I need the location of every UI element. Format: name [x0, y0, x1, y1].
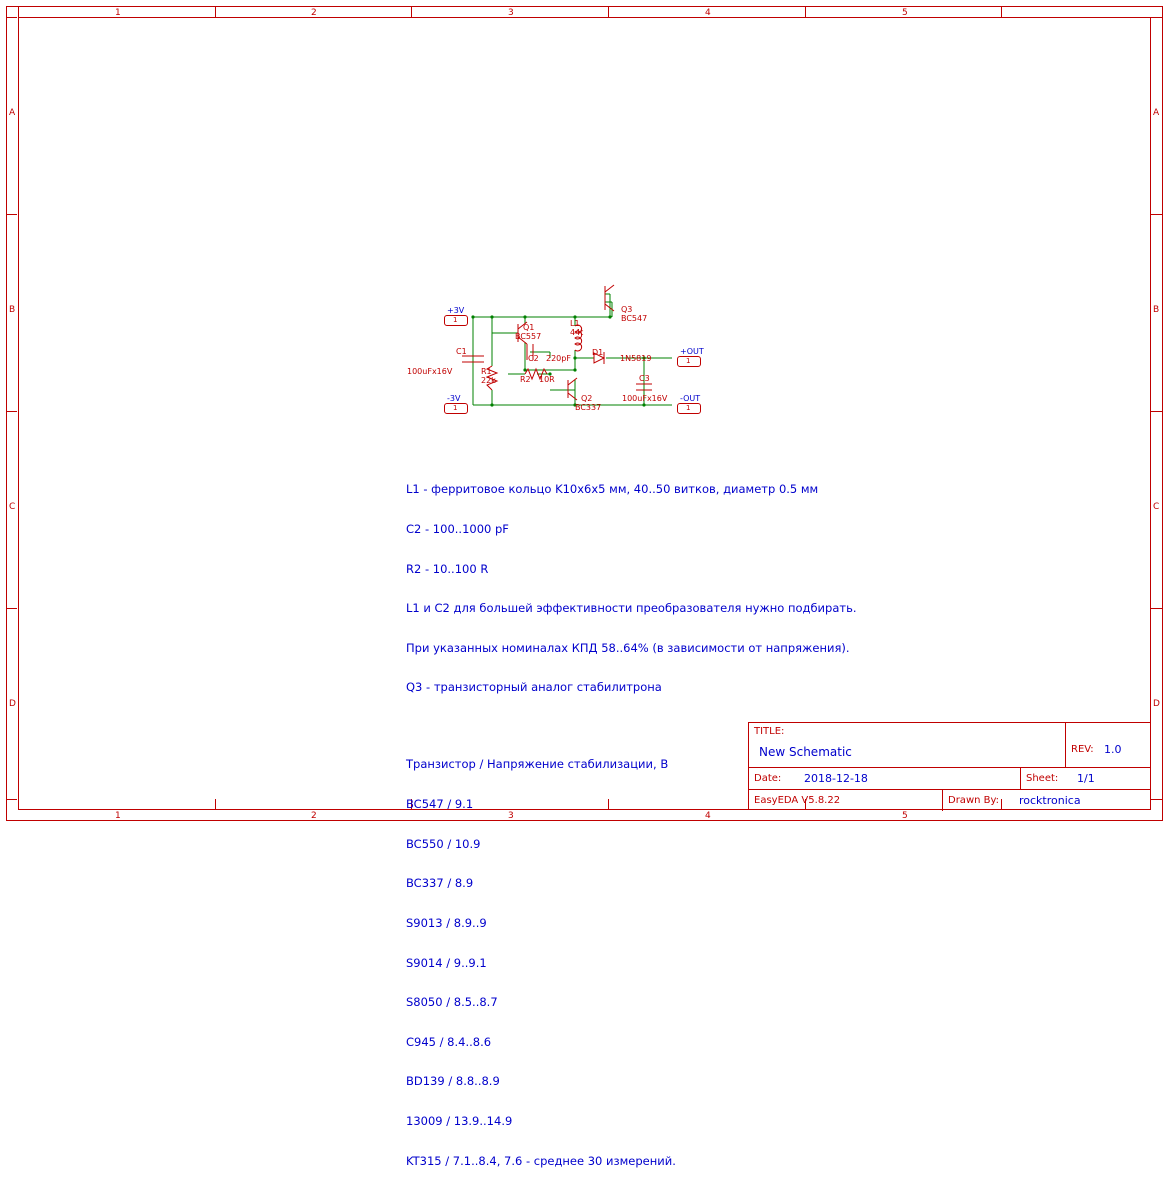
- column-label-bottom-4: 4: [705, 811, 711, 821]
- note-line-4: L1 и C2 для большей эффективности преобразователя нужно подбирать.: [406, 601, 857, 616]
- frame-tick: [411, 6, 412, 17]
- date-label: Date:: [754, 773, 782, 784]
- note-table-row: BC337 / 8.9: [406, 876, 474, 891]
- note-line-1: L1 - ферритовое кольцо K10x6x5 мм, 40..50 витков, диаметр 0.5 мм: [406, 482, 819, 497]
- port-plus-out-pin: 1: [686, 357, 691, 365]
- component-value-r1: 22k: [481, 376, 496, 385]
- column-label-bottom-3: 3: [508, 811, 514, 821]
- tool-label: EasyEDA V5.8.22: [754, 795, 841, 806]
- component-ref-q2: Q2: [581, 394, 593, 403]
- port-minus-out-pin: 1: [686, 404, 691, 412]
- net-label-minus-out: -OUT: [680, 394, 701, 403]
- component-ref-c2: C2: [528, 354, 539, 363]
- title-block-divider: [942, 789, 943, 811]
- component-value-d1: 1N5819: [620, 354, 652, 363]
- component-value-q3: BC547: [621, 314, 648, 323]
- column-label-top-3: 3: [508, 8, 514, 18]
- column-label-top-1: 1: [115, 8, 121, 18]
- component-ref-q3: Q3: [621, 305, 633, 314]
- note-table-row: C945 / 8.4..8.6: [406, 1034, 492, 1049]
- frame-tick: [608, 6, 609, 17]
- column-label-top-2: 2: [311, 8, 317, 18]
- note-table-row: BC547 / 9.1: [406, 797, 474, 812]
- net-label-minus3v: -3V: [447, 394, 461, 403]
- frame-tick: [1151, 411, 1162, 412]
- frame-tick: [18, 799, 19, 810]
- title-value: New Schematic: [759, 745, 852, 759]
- row-label-left-a: A: [9, 108, 16, 118]
- component-value-c3: 100uFx16V: [622, 394, 668, 403]
- drawn-by-value: rocktronica: [1019, 794, 1081, 807]
- rev-value: 1.0: [1104, 743, 1122, 756]
- component-value-c1: 100uFx16V: [407, 367, 453, 376]
- component-ref-r2: R2: [520, 375, 531, 384]
- title-block: [748, 722, 1151, 810]
- frame-tick: [1151, 214, 1162, 215]
- note-table-row: BD139 / 8.8..8.9: [406, 1074, 500, 1089]
- port-plus3v-pin: 1: [453, 316, 458, 324]
- component-ref-c3: C3: [639, 374, 650, 383]
- component-value-r2: 10R: [539, 375, 555, 384]
- component-ref-c1: C1: [456, 347, 467, 356]
- net-label-plus-out: +OUT: [680, 347, 704, 356]
- row-label-right-d: D: [1153, 699, 1160, 709]
- note-table-row: BC550 / 10.9: [406, 836, 481, 851]
- sheet-label: Sheet:: [1026, 773, 1059, 784]
- column-label-bottom-2: 2: [311, 811, 317, 821]
- frame-tick: [6, 411, 17, 412]
- note-line-5: При указанных номиналах КПД 58..64% (в зависимости от напряжения).: [406, 640, 850, 655]
- component-value-q2: BC337: [575, 403, 602, 412]
- notes-block: [406, 457, 857, 1194]
- column-label-bottom-5: 5: [902, 811, 908, 821]
- component-value-l1: 44t: [570, 328, 584, 337]
- sheet-value: 1/1: [1077, 772, 1095, 785]
- column-label-top-4: 4: [705, 8, 711, 18]
- title-block-divider: [1065, 723, 1066, 767]
- note-table-row: KT315 / 7.1..8.4, 7.6 - среднее 30 измерений.: [406, 1153, 676, 1168]
- component-ref-d1: D1: [592, 348, 604, 357]
- note-table-row: S9014 / 9..9.1: [406, 955, 487, 970]
- component-ref-q1: Q1: [523, 323, 535, 332]
- column-label-bottom-1: 1: [115, 811, 121, 821]
- frame-tick: [215, 799, 216, 810]
- frame-tick: [1151, 608, 1162, 609]
- note-table-row: 13009 / 13.9..14.9: [406, 1113, 513, 1128]
- date-value: 2018-12-18: [804, 772, 868, 785]
- component-value-q1: BC557: [515, 332, 542, 341]
- component-ref-l1: L1: [570, 319, 580, 328]
- frame-tick: [6, 214, 17, 215]
- row-label-right-a: A: [1153, 108, 1160, 118]
- row-label-left-d: D: [9, 699, 16, 709]
- component-value-c2: 220pF: [546, 354, 571, 363]
- frame-tick: [18, 6, 19, 17]
- row-label-right-b: B: [1153, 305, 1160, 315]
- frame-tick: [6, 799, 17, 800]
- frame-tick: [215, 6, 216, 17]
- rev-label: REV:: [1071, 744, 1094, 755]
- frame-tick: [1001, 6, 1002, 17]
- column-label-top-5: 5: [902, 8, 908, 18]
- title-block-divider: [749, 789, 1150, 790]
- note-table-header: Транзистор / Напряжение стабилизации, В: [406, 757, 669, 772]
- frame-tick: [1151, 799, 1162, 800]
- note-line-6: Q3 - транзисторный аналог стабилитрона: [406, 680, 662, 695]
- net-label-plus3v: +3V: [447, 306, 465, 315]
- port-minus3v-pin: 1: [453, 404, 458, 412]
- note-table-row: S9013 / 8.9..9: [406, 915, 487, 930]
- row-label-left-b: B: [9, 305, 16, 315]
- note-line-2: C2 - 100..1000 pF: [406, 522, 509, 537]
- component-ref-r1: R1: [481, 367, 492, 376]
- title-label: TITLE:: [754, 726, 785, 737]
- title-block-divider: [1020, 767, 1021, 789]
- frame-tick: [805, 6, 806, 17]
- drawn-by-label: Drawn By:: [948, 795, 1000, 806]
- row-label-left-c: C: [9, 502, 16, 512]
- title-block-divider: [749, 767, 1150, 768]
- row-label-right-c: C: [1153, 502, 1160, 512]
- note-line-3: R2 - 10..100 R: [406, 561, 489, 576]
- frame-tick: [1151, 17, 1162, 18]
- schematic-drawing: [400, 280, 740, 420]
- frame-tick: [6, 608, 17, 609]
- frame-tick: [6, 17, 17, 18]
- note-table-row: S8050 / 8.5..8.7: [406, 995, 498, 1010]
